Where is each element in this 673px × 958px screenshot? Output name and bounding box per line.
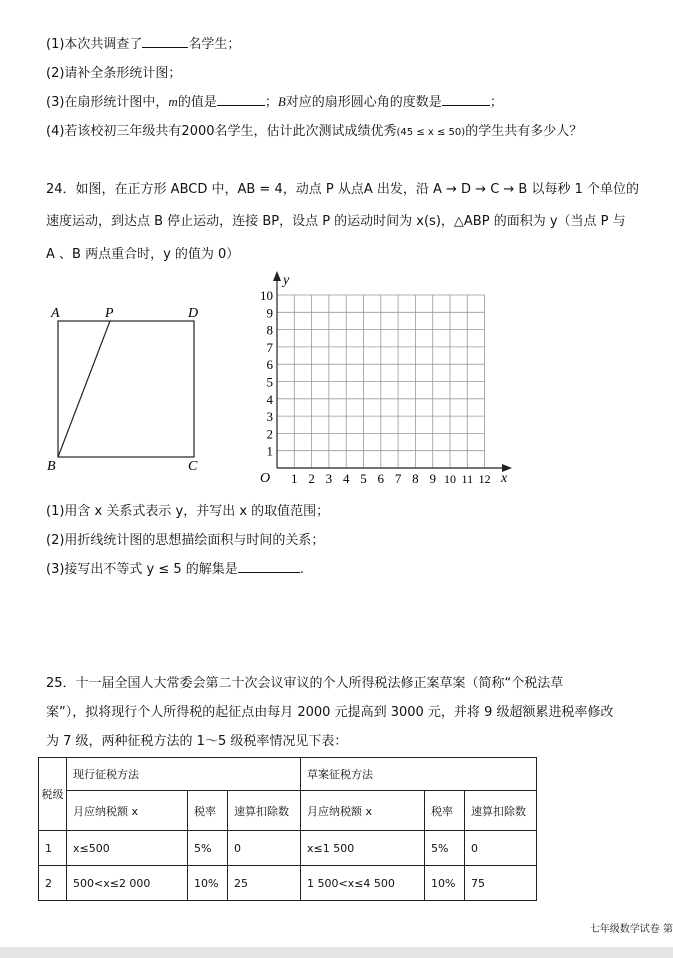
x-tick-label: 7 [394,471,402,486]
segment-bp [58,321,110,457]
subheader-cell: 月应纳税额 x [301,791,425,831]
x-tick-label: 6 [377,471,385,486]
table-row [39,866,537,901]
x-tick-label: 10 [444,472,456,486]
q23-part4: (4)若该校初三年级共有2000名学生，估计此次测试成绩优秀(45 ≤ x ≤ 50)的学生共有多少人？ [46,124,583,139]
table-cell: 2 [39,866,67,901]
q24-stem-line2: 速度运动，到达点 B 停止运动，连接 BP，设点 P 的运动时间为 x(s)，△ABP 的面积为 y（当点 P 与 [46,214,626,229]
subheader-cell: 月应纳税额 x [67,791,188,831]
y-tick-label: 2 [266,426,273,442]
x-tick-label: 12 [478,472,491,486]
label-d: D [188,306,199,321]
y-tick-label: 9 [266,305,273,321]
q23-part2: (2)请补全条形统计图； [46,66,182,81]
q24-stem-line3: A 、B 两点重合时，y 的值为 0） [46,247,240,262]
table-cell: 1 [39,831,67,866]
subheader-cell: 速算扣除数 [465,791,537,831]
table-cell: 10% [188,866,228,901]
page-footer: 七年级数学试卷 第 [589,924,673,935]
origin-label: O [260,471,271,486]
draft-method-header: 草案征税方法 [301,758,537,791]
subheader-cell: 税率 [188,791,228,831]
coordinate-grid [250,268,515,493]
level-header: 税级 [39,758,67,831]
q24-stem-line1: 24．如图，在正方形 ABCD 中，AB = 4，动点 P 从点A 出发，沿 A → D → C → B 以每秒 1 个单位的 [46,182,640,197]
label-b: B [47,459,56,474]
table-cell: 5% [425,831,465,866]
table-cell: 0 [228,831,301,866]
x-tick-label: 9 [429,471,436,486]
x-axis-label: x [501,471,508,486]
y-tick-label: 8 [266,322,273,338]
q25-stem-line2: 案”），拟将现行个人所得税的起征点由每月 2000 元提高到 3000 元，并将 9 级超额累进税率修改 [46,705,614,720]
q24-sub3: (3)接写出不等式 y ≤ 5 的解集是 . [46,562,304,577]
table-subheader-row [39,791,537,831]
x-tick-label: 8 [412,471,419,486]
label-c: C [188,459,198,474]
table-cell: 500<x≤2 000 [67,866,188,901]
y-tick-label: 1 [266,443,273,459]
square-abcd [58,321,194,457]
y-tick-label: 6 [266,357,273,373]
table-cell: x≤1 500 [301,831,425,866]
x-tick-label: 1 [291,471,298,486]
answer-blank [217,93,265,106]
page-bottom-bar [0,947,673,958]
q25-stem-line3: 为 7 级，两种征税方法的 1～5 级税率情况见下表： [46,734,348,749]
tax-rate-table [38,757,537,901]
current-method-header: 现行征税方法 [67,758,301,791]
table-cell: 0 [465,831,537,866]
subheader-cell: 速算扣除数 [228,791,301,831]
x-tick-label: 11 [461,472,474,486]
q25-stem-line1: 25．十一届全国人大常委会第二十次会议审议的个人所得税法修正案草案（简称“个税法草 [46,676,564,691]
grid-lines [277,295,485,468]
table-cell: 75 [465,866,537,901]
table-cell: 25 [228,866,301,901]
y-tick-label: 5 [266,374,273,390]
answer-blank [142,35,188,48]
subheader-cell: 税率 [425,791,465,831]
answer-blank [442,93,490,106]
label-a: A [51,306,60,321]
table-row [39,831,537,866]
y-axis-arrow [273,271,281,281]
y-tick-label: 3 [266,409,273,425]
x-tick-label: 4 [342,471,350,486]
y-axis-label: y [283,273,290,288]
table-cell: 10% [425,866,465,901]
table-cell: x≤500 [67,831,188,866]
square-figure [40,300,220,480]
table-header-row [39,758,537,791]
table-cell: 1 500<x≤4 500 [301,866,425,901]
q23-part3: (3)在扇形统计图中，m的值是 ；B对应的扇形圆心角的度数是 ； [46,94,503,110]
y-tick-label: 7 [266,339,273,355]
y-tick-label: 10 [260,288,273,303]
q24-sub2: (2)用折线统计图的思想描绘面积与时间的关系； [46,533,325,548]
answer-blank [238,560,300,573]
q23-part1: (1)本次共调查了 名学生； [46,37,241,52]
label-p: P [105,306,114,321]
q24-sub1: (1)用含 x 关系式表示 y，并写出 x 的取值范围； [46,504,330,519]
table-cell: 5% [188,831,228,866]
y-tick-label: 4 [266,391,273,407]
x-tick-label: 5 [360,471,367,486]
x-tick-label: 2 [308,471,315,486]
x-tick-label: 3 [325,471,333,486]
